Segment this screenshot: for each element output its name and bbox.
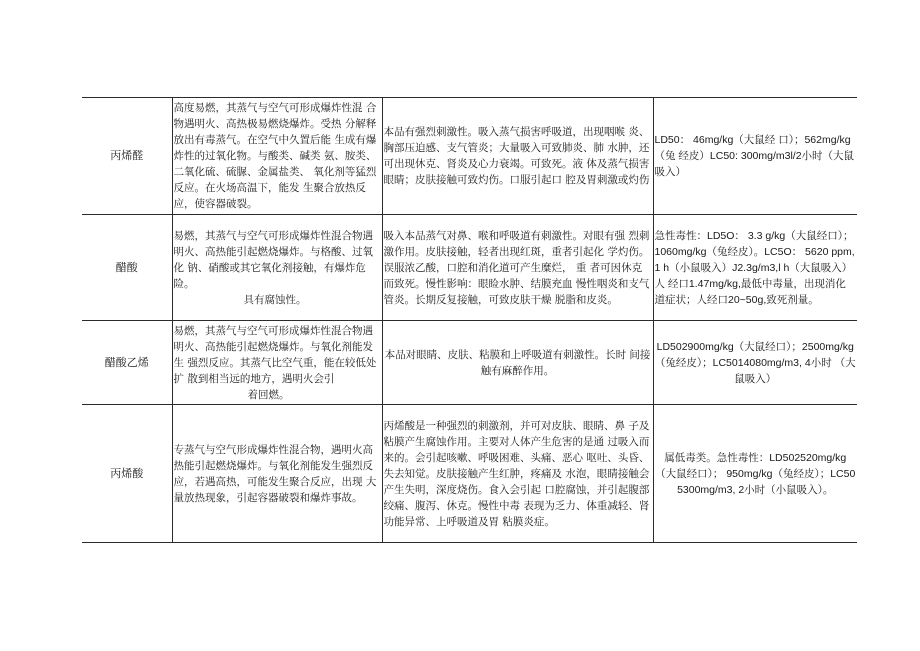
- health-hazard-description: 吸入本品蒸气对鼻、喉和呼吸道有刺激性。对眼有强 烈刺激作用。皮肤接触，轻者出现红斑，重者引起化 学灼伤。误服浓乙酸，口腔和消化道可产生糜烂， 重 者可因休克而致死。慢性影响：眼睑水肿、结膜充血 慢性咽炎和支气管炎。长期反复接触，可致皮肤干燥 脱脂和皮炎。: [382, 215, 653, 321]
- hazard-description: 专蒸气与空气形成爆炸性混合物，遇明火高热能引起燃烧爆炸。与氧化剂能发生强烈反 应，若遇高热，可能发生聚合反应，出现 大量放热现象，引起容器破裂和爆炸事故。: [172, 405, 382, 543]
- hazard-description: [172, 215, 382, 321]
- table-row: [82, 98, 857, 215]
- chemical-name: 丙烯醛: [110, 149, 144, 162]
- health-hazard-description: 本品对眼睛、皮肤、粘膜和上呼吸道有刺激性。长时 间接触有麻醉作用。: [382, 321, 653, 405]
- hazard-description: [172, 321, 382, 405]
- table-row: [82, 405, 857, 543]
- toxicity-data: 急性毒性：LD5O： 3.3 g/kg（大鼠经口）；1060mg/kg（兔经皮）。LC5O： 5620 ppm, 1 h（小鼠吸入）J2.3g/m3,l h（大鼠吸入）人 经口1.47mg/kg,最低中毒量，出现消化道症状；人经口20~50g,致死剂量。: [653, 215, 857, 321]
- toxicity-data: LD50： 46mg/kg（大鼠经 口）；562mg/kg（兔 经皮）LC50: 300mg/m3l/2小时（大鼠吸入）: [653, 98, 857, 215]
- table-row: [82, 321, 857, 405]
- hazard-description: 高度易燃，其蒸气与空气可形成爆炸性混 合物遇明火、高热极易燃烧爆炸。受热 分解释放出有毒蒸气。在空气中久置后能 生成有爆炸性的过氧化物。与酸类、碱类 氨、胺类、二氧化硫、硫脲、金属盐类、 氧化剂等猛烈反应。在火场高温下，能发 生聚合放热反应，使容器破裂。: [172, 98, 382, 215]
- hazard-main-text: 易燃，其蒸气与空气可形成爆炸性混合物遇明火、高热能引起燃烧爆炸。与氧化剂能发生 强烈反应。其蒸气比空气重，能在较低处扩 散到相当远的地方，遇明火会引: [173, 324, 377, 385]
- health-hazard-description: 丙烯酸是一种强烈的刺激剂，并可对皮肤、眼睛、鼻 子及粘膜产生腐蚀作用。主要对人体产生危害的是通 过吸入而来的。会引起咳嗽、呼吸困难、头痛、恶心 呕吐、头昏、失去知觉。皮肤接触产生红肿，疼痛及 水泡，眼睛接触会产生失明，深度烧伤。食入会引起 口腔腐蚀，并引起腹部绞痛、腹泻、休克。慢性中毒 表现为乏力、体重减轻、肾功能异常、上呼吸道及胃 粘膜炎症。: [382, 405, 653, 543]
- chemical-name: 丙烯酸: [110, 466, 144, 480]
- toxicity-data: LD502900mg/kg（大鼠经口）；2500mg/kg（兔经皮）；LC5014080mg/m3, 4小时 （大鼠吸入）: [653, 321, 857, 405]
- chemical-name: 醋酸: [115, 260, 138, 274]
- health-hazard-description: 本品有强烈刺激性。吸入蒸气损害呼吸道，出现咽喉 炎、胸部压迫感、支气管炎；大量吸入可致肺炎、肺 水肿，还可出现休克、肾炎及心力衰竭。可致死。液 体及蒸气损害眼睛；皮肤接触可致灼伤。口服引起口 腔及胃刺激或灼伤: [382, 98, 653, 215]
- hazard-tail-text: 具有腐蚀性。: [243, 293, 307, 306]
- hazard-main-text: 易燃，其蒸气与空气可形成爆炸性混合物遇明火、高热能引起燃烧爆炸。与格酸、过氧化 钠、硝酸或其它氧化剂接触，有爆炸危险。: [173, 229, 373, 290]
- table-row: [82, 215, 857, 321]
- toxicity-data: 属低毒类。急性毒性：LD502520mg/kg（大鼠经口）； 950mg/kg（兔经皮）；LC505300mg/m3, 2小时（小鼠吸入）。: [653, 405, 857, 543]
- hazard-tail-text: 着回燃。: [247, 388, 290, 401]
- chemical-name: 醋酸乙烯: [104, 355, 149, 369]
- chemical-hazard-table: [82, 97, 857, 543]
